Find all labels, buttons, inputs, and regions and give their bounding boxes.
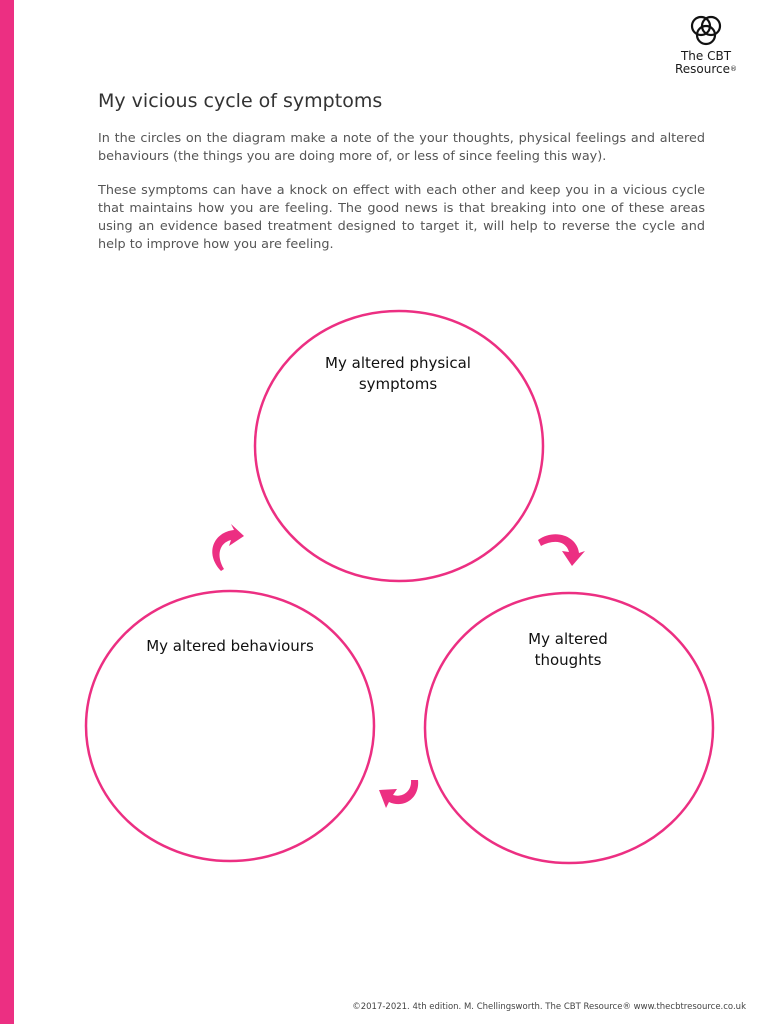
physical-symptoms-label	[298, 353, 498, 395]
physical-label-line-2: symptoms	[358, 375, 438, 393]
physical-label-line-1: My altered physical	[325, 354, 471, 372]
curved-arrow-icon	[212, 524, 244, 571]
curved-arrow-icon	[379, 780, 418, 808]
behaviours-circle[interactable]	[86, 591, 374, 861]
registered-mark: ®	[730, 65, 738, 73]
curved-arrow-icon	[538, 534, 585, 566]
instructions-paragraph: In the circles on the diagram make a note of the your thoughts, physical feelings and altered behaviours (the things you are doing more of, or less of since feeling this way).	[98, 131, 705, 164]
logo-line-2-text: Resource	[674, 62, 731, 76]
thoughts-label-line-1: My altered	[528, 630, 608, 648]
thoughts-label-line-2: thoughts	[534, 651, 602, 669]
behaviours-label-line-1: My altered behaviours	[146, 637, 314, 655]
physical-symptoms-circle[interactable]	[255, 311, 543, 581]
page-title: My vicious cycle of symptoms	[98, 90, 383, 112]
explanation-paragraph: These symptoms can have a knock on effect with each other and keep you in a vicious cycle that maintains how you are feeling. The good news is that breaking into one of these areas using an evidence based treatment designed to target it, will help to reverse the cycle and help to improve how you are feeling.	[98, 183, 705, 252]
copyright-footer: ©2017-2021. 4th edition. M. Chellingsworth. The CBT Resource® www.thecbtresource.co.uk	[352, 1002, 746, 1012]
behaviours-label	[120, 636, 340, 657]
logo-line-1: The CBT	[680, 49, 732, 63]
thoughts-label	[500, 629, 636, 671]
